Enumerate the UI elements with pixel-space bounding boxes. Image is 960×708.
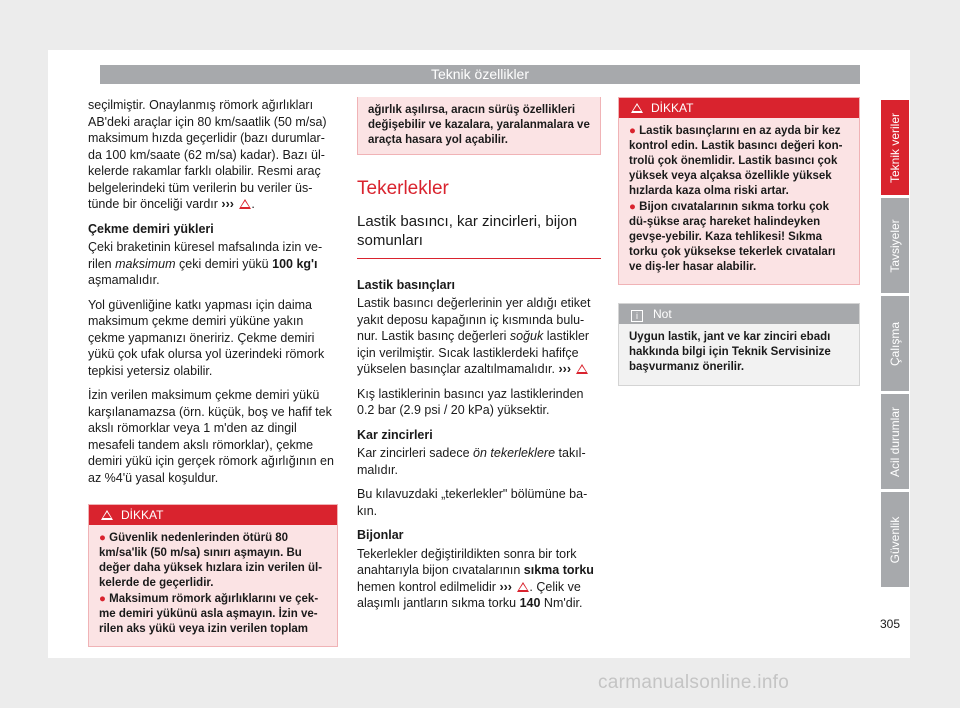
text: . Çelik ve alaşımlı jantların sıkma torku (357, 579, 581, 610)
note-header (619, 304, 859, 324)
tab-label: Teknik veriler (888, 112, 902, 183)
warning-header (619, 98, 859, 118)
text: Kar zincirleri sadece (357, 446, 470, 460)
column-right (618, 97, 860, 386)
column-middle (357, 97, 601, 620)
warning-body (89, 525, 337, 646)
paragraph: İzin verilen maksimum çekme demiri yükü karşılanamazsa (örn. küçük, boş ve hafif tek akslı römorklar veya 1 m'den az dingil mesafeli tandem akslı römorklar), çekme demiri yükü için gerçek römork ağırlığının en az %4'ü yasal koşuldur. (88, 388, 334, 485)
subheading: Çekme demiri yükleri (88, 221, 214, 236)
reference-arrow[interactable]: ››› (499, 579, 512, 594)
text: takıl-malıdır. (357, 446, 586, 477)
warning-text: Güvenlik nedenlerinden ötürü 80 km/sa'lik (50 m/sa) sınırı aşmayın. Bu değer daha yüksek hızlara izin verilen ül-kelerde de geçerlidir. (99, 532, 323, 589)
warning-text: Maksimum römork ağırlıklarını ve çek-me demiri yükünü asla aşmayın. İzin ve-rilen aks yükü veya izin verilen toplam (99, 593, 319, 635)
paragraph (357, 445, 601, 478)
tab-guvenlik[interactable] (881, 492, 909, 587)
warning-text: Bijon cıvatalarının sıkma torku çok dü-şükse araç hareket halindeyken gevşe-yebilir. Kaza tehlikesi! Sıkma torku çok yüksekse tekerlek cıvataları ve diş-ler hasar alabilir. (629, 201, 836, 273)
text: seçilmiştir. Onaylanmış römork ağırlıkları AB'deki araçlar için 80 km/saatlik (50 m/sa) maksimum hızda geçerlidir (bazı durumlar-da 100 km/saate (62 m/sa) kadar). Bazı ül-kelerde rakamlar farklı olabilir. Resmi araç belgelerindeki tüm verilerin bu veriler üs-tünde bir önceliği vardır (88, 98, 327, 211)
tab-tavsiyeler[interactable] (881, 198, 909, 293)
paragraph: Kış lastiklerinin basıncı yaz lastiklerinden 0.2 bar (2.9 psi / 20 kPa) yüksektir. (357, 386, 584, 417)
warning-item (99, 531, 327, 591)
paragraph (357, 546, 601, 612)
warning-box (618, 97, 860, 285)
paragraph: Bu kılavuzdaki „tekerlekler" bölümüne ba-kın. (357, 487, 588, 518)
warning-box-continued: ağırlık aşılırsa, aracın sürüş özellikleri değişebilir ve kazalara, yaralanmalara ve araçta hasara yol açabilir. (357, 97, 601, 155)
warning-title: DİKKAT (651, 101, 694, 115)
column-left (88, 97, 338, 647)
bullet-icon: ● (629, 201, 636, 213)
text: hemen kontrol edilmelidir (357, 579, 496, 594)
section-subtitle: Lastik basıncı, kar zincirleri, bijon somunları (357, 212, 601, 259)
warning-icon (101, 510, 113, 520)
tab-label: Tavsiyeler (888, 218, 902, 273)
note-text: Uygun lastik, jant ve kar zinciri ebadı hakkında bilgi için Teknik Servisinize başvurmanız önerilir. (629, 331, 831, 373)
text: Nm'dir. (543, 596, 583, 610)
text-italic: ön tekerleklere (473, 446, 556, 460)
text-bold: sıkma torku (523, 563, 594, 577)
bullet-icon: ● (629, 125, 636, 137)
warning-icon (239, 199, 251, 209)
section-title: Tekerlekler (357, 178, 449, 199)
bullet-icon: ● (99, 532, 106, 544)
tab-calisma[interactable] (881, 296, 909, 391)
text: Lastik basıncı değerlerinin yer aldığı etiket yakıt deposu kapağının iç kısmında bulu-nur. Lastik basınç değerleri (357, 296, 591, 343)
text: lastikler için verilmiştir. Sıcak lastiklerdeki hafifçe yükselen basınçlar azaltılmamalıdır. (357, 329, 590, 376)
subheading: Lastik basınçları (357, 277, 455, 292)
text-italic: maksimum (115, 256, 176, 271)
tab-teknik-veriler[interactable] (881, 100, 909, 195)
reference-arrow[interactable]: ››› (558, 362, 571, 376)
watermark: carmanualsonline.info (598, 672, 790, 693)
text: aşmamalıdır. (88, 273, 160, 287)
reference-arrow[interactable]: ››› (221, 197, 234, 211)
tab-label: Güvenlik (888, 516, 902, 563)
note-title: Not (653, 307, 672, 321)
tab-label: Çalışma (888, 321, 902, 366)
text-bold: 140 (519, 596, 541, 610)
warning-text: Lastik basınçlarını en az ayda bir kez kontrol edin. Lastik basıncı değeri kon-trolü çok önemlidir. Lastik basıncı çok yüksek veya alçaksa özellikle yüksek hızlarda kaza olma riski artar. (629, 125, 843, 197)
subheading: Kar zincirleri (357, 427, 433, 442)
paragraph (88, 239, 338, 289)
warning-item (629, 200, 849, 275)
paragraph: seçilmiştir. Onaylanmış römork ağırlıkları AB'deki araçlar için 80 km/saatlik (50 m/sa) maksimum hızda geçerlidir (bazı durumlar-da 100 km/saate (62 m/sa) kadar). Bazı ül-kelerde rakamlar farklı olabilir. Resmi araç belgelerindeki tüm verilerin bu veriler üs-tünde bir önceliği vardır ››› . (88, 98, 327, 211)
warning-icon (576, 364, 588, 374)
page-number: 305 (880, 617, 901, 631)
info-icon: i (631, 310, 643, 322)
note-box (618, 303, 860, 386)
warning-body (619, 118, 859, 284)
warning-header (89, 505, 337, 525)
text: Tekerlekler değiştirildikten sonra bir tork anahtarıyla bijon cıvatalarının (357, 546, 577, 577)
text-italic: soğuk (509, 329, 544, 343)
text: Çeki braketinin küresel mafsalında izin ve-rilen (88, 240, 323, 271)
tab-label: Acil durumlar (888, 406, 902, 477)
warning-title: DİKKAT (121, 508, 164, 522)
warning-icon (631, 103, 643, 113)
text-bold: 100 kg'ı (272, 256, 318, 271)
page-header: Teknik özellikler (100, 65, 860, 84)
bullet-icon: ● (99, 593, 106, 605)
text: çeki demiri yükü (179, 256, 269, 271)
tab-acil-durumlar[interactable] (881, 394, 909, 489)
paragraph (357, 295, 601, 378)
paragraph: Yol güvenliğine katkı yapması için daima maksimum çekme demiri yüküne yakın çekme yapmanızı öneririz. Çekme demiri yükü çok ufak olursa yol üzerindeki römork tepkisi yetersiz olabilir. (88, 297, 325, 378)
warning-box (88, 504, 338, 647)
warning-icon (517, 582, 529, 592)
warning-item (99, 592, 327, 637)
subheading: Bijonlar (357, 528, 404, 542)
warning-item (629, 124, 849, 199)
